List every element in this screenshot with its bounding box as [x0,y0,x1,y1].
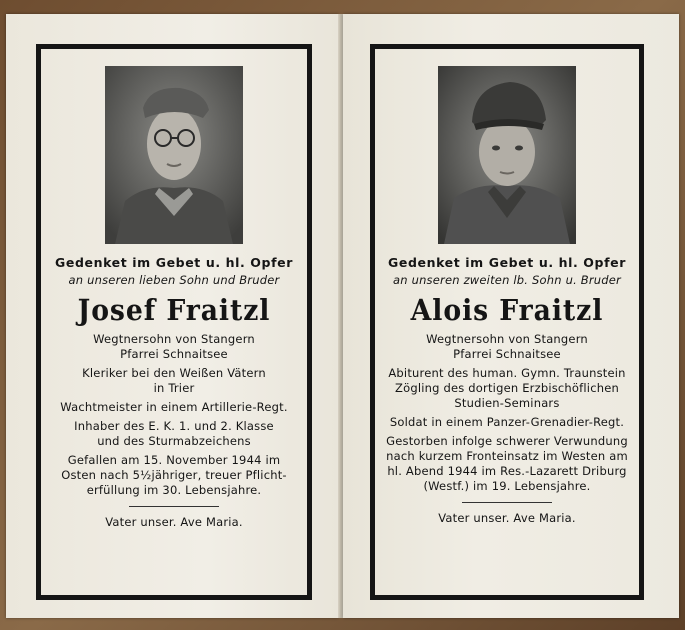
mourning-frame-left [36,44,312,600]
bio-line: nach kurzem Fronteinsatz im Westen am [386,449,628,463]
memorial-card-left [6,14,339,618]
relation-line: an unseren zweiten lb. Sohn u. Bruder [392,273,621,287]
bio-line: Pfarrei Schnaitsee [453,347,561,361]
bio-line: Soldat in einem Panzer-Grenadier-Regt. [389,415,625,429]
bio-line: Gefallen am 15. November 1944 im [67,453,281,467]
memorial-card-right [343,14,679,618]
bio-line: Wachtmeister in einem Artillerie-Regt. [60,400,288,414]
bio-line: (Westf.) im 19. Lebensjahre. [423,479,591,493]
card-text-left [41,254,307,530]
closing-prayer: Vater unser. Ave Maria. [105,515,243,529]
deceased-name: Josef Fraitzl [77,293,271,327]
bio-line: Studien-Seminars [454,396,560,410]
bio-line: Gestorben infolge schwerer Verwundung [386,434,628,448]
prayer-heading: Gedenket im Gebet u. hl. Opfer [388,255,626,270]
mourning-frame-right [370,44,644,600]
closing-prayer: Vater unser. Ave Maria. [438,511,576,525]
divider [462,502,552,503]
bio-line: Wegtnersohn von Stangern [93,332,255,346]
relation-line: an unseren lieben Sohn und Bruder [68,273,280,287]
bio-line: Abiturent des human. Gymn. Traunstein [388,366,626,380]
divider [129,506,219,507]
bio-line: Inhaber des E. K. 1. und 2. Klasse [74,419,274,433]
portrait-photo-alois [438,66,576,244]
bio-line: Kleriker bei den Weißen Vätern [82,366,266,380]
bio-line: erfüllung im 30. Lebensjahre. [86,483,262,497]
bio-line: und des Sturmabzeichens [97,434,251,448]
bio-line: Zögling des dortigen Erzbischöflichen [395,381,619,395]
bio-line: Osten nach 5½jähriger, treuer Pflicht- [61,468,287,482]
portrait-photo-josef [105,66,243,244]
bio-line: in Trier [153,381,195,395]
bio-line: Pfarrei Schnaitsee [120,347,228,361]
card-text-right [375,254,639,526]
bio-line: Wegtnersohn von Stangern [426,332,588,346]
bio-line: hl. Abend 1944 im Res.-Lazarett Driburg [387,464,627,478]
deceased-name: Alois Fraitzl [410,293,604,327]
prayer-heading: Gedenket im Gebet u. hl. Opfer [55,255,293,270]
